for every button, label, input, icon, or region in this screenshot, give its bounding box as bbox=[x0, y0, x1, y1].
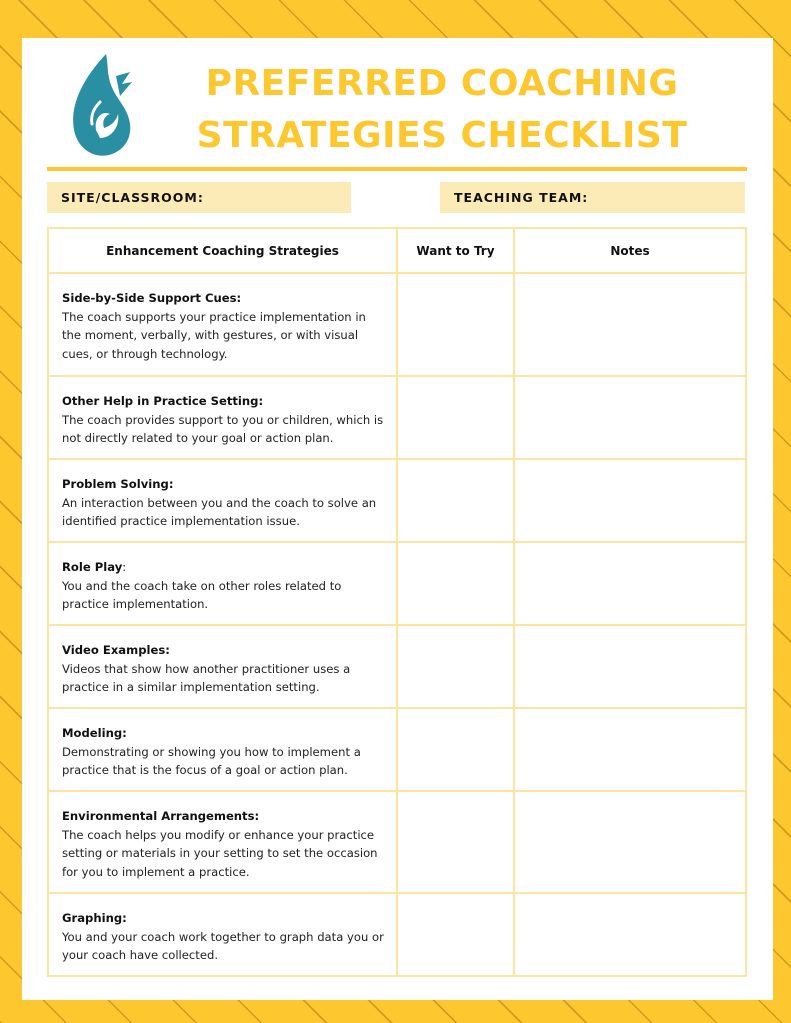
strategies-table bbox=[47, 227, 747, 977]
strategy-cell bbox=[48, 893, 397, 976]
strategy-name: Role Play bbox=[62, 560, 123, 574]
strategy-name-colon: : bbox=[258, 394, 264, 408]
document-page bbox=[22, 38, 773, 1000]
notes-cell[interactable] bbox=[514, 542, 746, 625]
strategy-description: You and the coach take on other roles related to practice implementation. bbox=[62, 578, 342, 612]
teaching-team-field[interactable] bbox=[440, 182, 745, 213]
notes-cell[interactable] bbox=[514, 376, 746, 459]
title-line-2: STRATEGIES CHECKLIST bbox=[196, 115, 688, 156]
strategy-name: Environmental Arrangements bbox=[62, 809, 255, 823]
table-header-row bbox=[48, 228, 746, 273]
notes-cell[interactable] bbox=[514, 893, 746, 976]
column-header-want-to-try: Want to Try bbox=[397, 228, 514, 273]
notes-cell[interactable] bbox=[514, 791, 746, 893]
table-row bbox=[48, 542, 746, 625]
table-row bbox=[48, 625, 746, 708]
strategy-name-colon: : bbox=[122, 560, 127, 574]
title-line-1: PREFERRED COACHING bbox=[205, 63, 679, 104]
notes-cell[interactable] bbox=[514, 625, 746, 708]
strategy-description: The coach helps you modify or enhance your practice setting or materials in your setting to set the occasion for you to implement a practice. bbox=[62, 827, 378, 880]
column-header-notes: Notes bbox=[514, 228, 746, 273]
strategy-description: An interaction between you and the coach to solve an identified practice implementation issue. bbox=[62, 495, 377, 529]
strategy-cell bbox=[48, 708, 397, 791]
strategy-name: Side-by-Side Support Cues bbox=[62, 291, 237, 305]
notes-cell[interactable] bbox=[514, 273, 746, 376]
strategy-description: The coach supports your practice implementation in the moment, verbally, with gestures, or with visual cues, or through technology. bbox=[62, 309, 366, 362]
flame-hand-logo-icon bbox=[70, 52, 134, 160]
strategy-name-colon: : bbox=[122, 911, 127, 925]
strategy-name: Problem Solving bbox=[62, 477, 169, 491]
column-header-strategies: Enhancement Coaching Strategies bbox=[48, 228, 397, 273]
notes-cell[interactable] bbox=[514, 459, 746, 542]
strategy-name-colon: : bbox=[122, 726, 127, 740]
want-to-try-cell[interactable] bbox=[397, 542, 514, 625]
table-row bbox=[48, 708, 746, 791]
table-row bbox=[48, 893, 746, 976]
strategy-name-colon: : bbox=[168, 477, 174, 491]
want-to-try-cell[interactable] bbox=[397, 459, 514, 542]
table-row bbox=[48, 376, 746, 459]
strategy-name-colon: : bbox=[254, 809, 260, 823]
strategy-name-colon: : bbox=[165, 643, 170, 657]
strategy-description: The coach provides support to you or children, which is not directly related to your goal or action plan. bbox=[62, 412, 384, 446]
strategy-cell bbox=[48, 542, 397, 625]
strategy-cell bbox=[48, 791, 397, 893]
want-to-try-cell[interactable] bbox=[397, 625, 514, 708]
strategy-cell bbox=[48, 273, 397, 376]
strategy-cell bbox=[48, 376, 397, 459]
strategy-name: Graphing bbox=[62, 911, 123, 925]
table-row bbox=[48, 273, 746, 376]
strategy-name: Other Help in Practice Setting bbox=[62, 394, 259, 408]
table-row bbox=[48, 791, 746, 893]
strategy-description: Demonstrating or showing you how to implement a practice that is the focus of a goal or action plan. bbox=[62, 744, 361, 778]
notes-cell[interactable] bbox=[514, 708, 746, 791]
want-to-try-cell[interactable] bbox=[397, 893, 514, 976]
strategy-name: Video Examples bbox=[62, 643, 166, 657]
strategy-description: You and your coach work together to graph data you or your coach have collected. bbox=[62, 929, 384, 963]
want-to-try-cell[interactable] bbox=[397, 708, 514, 791]
site-classroom-field[interactable] bbox=[47, 182, 351, 213]
want-to-try-cell[interactable] bbox=[397, 791, 514, 893]
table-row bbox=[48, 459, 746, 542]
want-to-try-cell[interactable] bbox=[397, 273, 514, 376]
strategy-cell bbox=[48, 625, 397, 708]
strategy-name: Modeling bbox=[62, 726, 123, 740]
want-to-try-cell[interactable] bbox=[397, 376, 514, 459]
strategy-description: Videos that show how another practitioner uses a practice in a similar implementation setting. bbox=[62, 661, 351, 695]
teaching-team-label: TEACHING TEAM: bbox=[454, 190, 589, 205]
strategy-cell bbox=[48, 459, 397, 542]
site-classroom-label: SITE/CLASSROOM: bbox=[61, 190, 204, 205]
page-title bbox=[162, 58, 722, 162]
strategy-name-colon: : bbox=[236, 291, 242, 305]
title-divider bbox=[47, 167, 747, 171]
